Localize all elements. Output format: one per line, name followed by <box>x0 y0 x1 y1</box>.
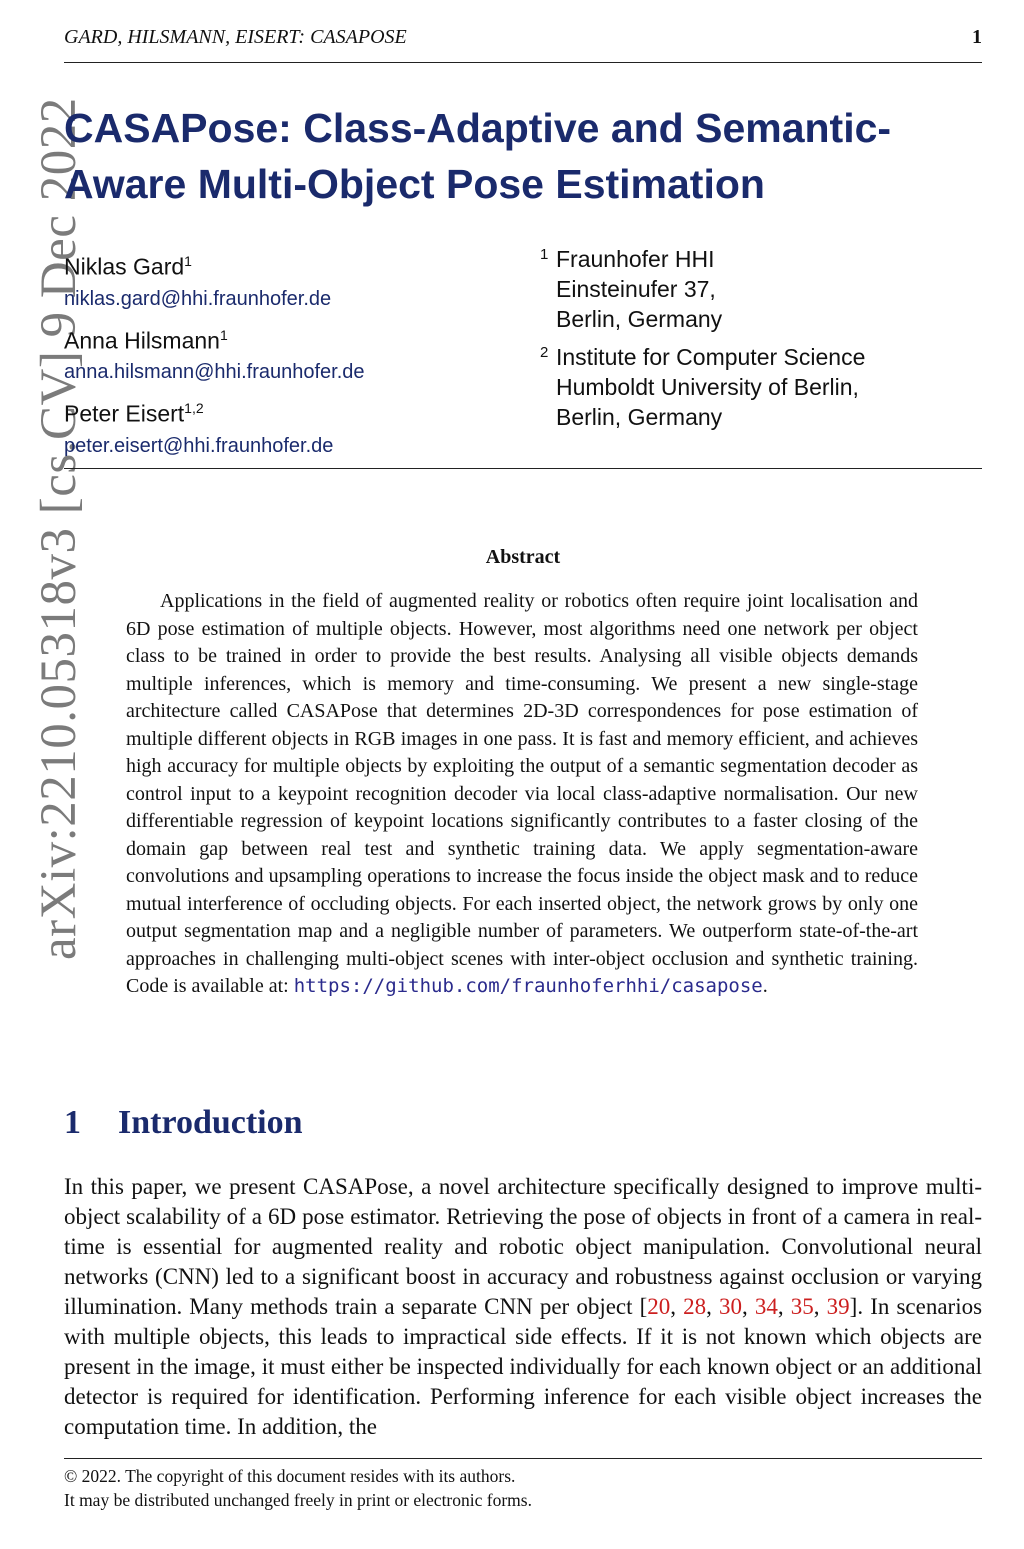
affiliation-line: Institute for Computer Science <box>556 344 866 370</box>
intro-text: In this paper, we present CASAPose, a novel architecture specifically designed to improve multi-object scalability of a 6D pose estimator. Retrieving the pose of objects in front of a camera in real-time is essential for augmented reality and robotic object manipulation. Convolutional neural networks (CNN) led to a significant boost in accuracy and robustness against occlusion or varying illumination. Many methods train a separate CNN per object [ <box>64 1174 982 1319</box>
affiliation-line: Berlin, Germany <box>556 404 723 430</box>
code-url-link[interactable]: https://github.com/fraunhoferhhi/casapose <box>293 975 763 997</box>
citation-link[interactable]: 34 <box>754 1294 778 1319</box>
affiliation-item <box>540 244 980 334</box>
arxiv-identifier: arXiv:2210.05318v3 [cs.CV] 9 Dec 2022 <box>31 97 87 960</box>
abstract-text: Applications in the field of augmented reality or robotics often require joint localisation and 6D pose estimation of multiple objects. However, most algorithms need one network per object class to be trained in order to provide the best results. Analysing all visible objects demands multiple inferences, which is memory and time-consuming. We present a new single-stage architecture called CASAPose that determines 2D-3D correspondences for pose estimation of multiple different objects in RGB images in one pass. It is fast and memory efficient, and achieves high accuracy for multiple objects by exploiting the output of a semantic segmentation decoder as control input to a keypoint recognition decoder via local class-adaptive normalisation. Our new differentiable regression of keypoint locations significantly contributes to a faster closing of the domain gap between real test and synthetic training data. We apply segmentation-aware convolutions and upsampling operations to increase the focus inside the object mask and to reduce mutual interference of occluding objects. For each inserted object, the network grows by only one output segmentation map and a negligible number of parameters. We outperform state-of-the-art approaches in challenging multi-object scenes with inter-object occlusion and synthetic training. Code is available at: <box>126 590 918 997</box>
abstract-body <box>126 588 918 1001</box>
header-rule <box>64 62 982 63</box>
citation-link[interactable]: 20 <box>647 1294 671 1319</box>
running-title: GARD, HILSMANN, EISERT: CASAPOSE <box>64 26 407 48</box>
distribution-line: It may be distributed unchanged freely in print or electronic forms. <box>64 1490 532 1510</box>
author-block <box>64 244 524 314</box>
author-email-link[interactable]: niklas.gard@hhi.fraunhofer.de <box>64 287 332 310</box>
paper-title-line-2: Aware Multi-Object Pose Estimation <box>64 161 765 207</box>
section-number: 1 <box>64 1104 81 1141</box>
footnote-rule <box>64 1458 982 1459</box>
section-title: Introduction <box>118 1104 303 1141</box>
abstract-end: . <box>762 975 768 997</box>
section-heading-introduction <box>64 1104 303 1142</box>
author-email-link[interactable]: peter.eisert@hhi.fraunhofer.de <box>64 434 334 457</box>
author-block <box>64 391 524 461</box>
citation-link[interactable]: 35 <box>790 1294 814 1319</box>
affiliation-line: Fraunhofer HHI <box>556 246 715 272</box>
author-name: Anna Hilsmann <box>64 327 220 354</box>
copyright-footnote <box>64 1464 982 1512</box>
citation-link[interactable]: 28 <box>683 1294 707 1319</box>
page-number: 1 <box>972 26 982 48</box>
affiliation-number: 1 <box>540 246 549 263</box>
affiliation-line: Humboldt University of Berlin, <box>556 374 859 400</box>
affiliation-line: Berlin, Germany <box>556 306 723 332</box>
affiliation-number: 2 <box>540 344 549 361</box>
author-name: Peter Eisert <box>64 400 185 427</box>
author-block <box>64 318 524 388</box>
author-email-link[interactable]: anna.hilsmann@hhi.fraunhofer.de <box>64 361 365 384</box>
intro-text: ]. In scenarios with multiple objects, this leads to impractical side effects. If it is not known which objects are present in the image, it must either be inspected individually for each known object or an additional detector is required for identification. Performing inference for each visible object increases the computation time. In addition, the <box>64 1294 983 1439</box>
paper-title-line-1: CASAPose: Class-Adaptive and Semantic- <box>64 105 892 151</box>
author-affiliation-mark: 1 <box>219 326 228 343</box>
paper-title <box>64 100 964 212</box>
affiliation-item <box>540 342 980 432</box>
abstract-heading: Abstract <box>485 546 561 568</box>
author-name: Niklas Gard <box>64 253 185 280</box>
citation-link[interactable]: 30 <box>719 1294 743 1319</box>
introduction-paragraph: In this paper, we present CASAPose, a novel architecture specifically designed to improve multi-object scalability of a 6D pose estimator. Retrieving the pose of objects in front of a camera in real-time is essential for augmented reality and robotic object manipulation. Convolutional neural networks (CNN) led to a significant boost in accuracy and robustness against occlusion or varying illumination. Many methods train a separate CNN per object [20, 28, 30, 34, 35, 39]. In scenarios with multiple objects, this leads to impractical side effects. If it is not known which objects are present in the image, it must either be inspected individually for each known object or an additional detector is required for identification. Performing inference for each visible object increases the computation time. In addition, the <box>64 1174 983 1439</box>
affiliation-line: Einsteinufer 37, <box>556 276 716 302</box>
running-header <box>64 26 982 54</box>
author-affiliation-mark: 1 <box>184 253 192 269</box>
author-block-rule <box>64 468 982 469</box>
author-affiliation-mark: 1,2 <box>184 400 204 417</box>
citation-link[interactable]: 39 <box>826 1294 850 1319</box>
affiliation-list <box>540 244 980 440</box>
author-list <box>64 244 524 465</box>
copyright-line: © 2022. The copyright of this document resides with its authors. <box>64 1466 516 1486</box>
